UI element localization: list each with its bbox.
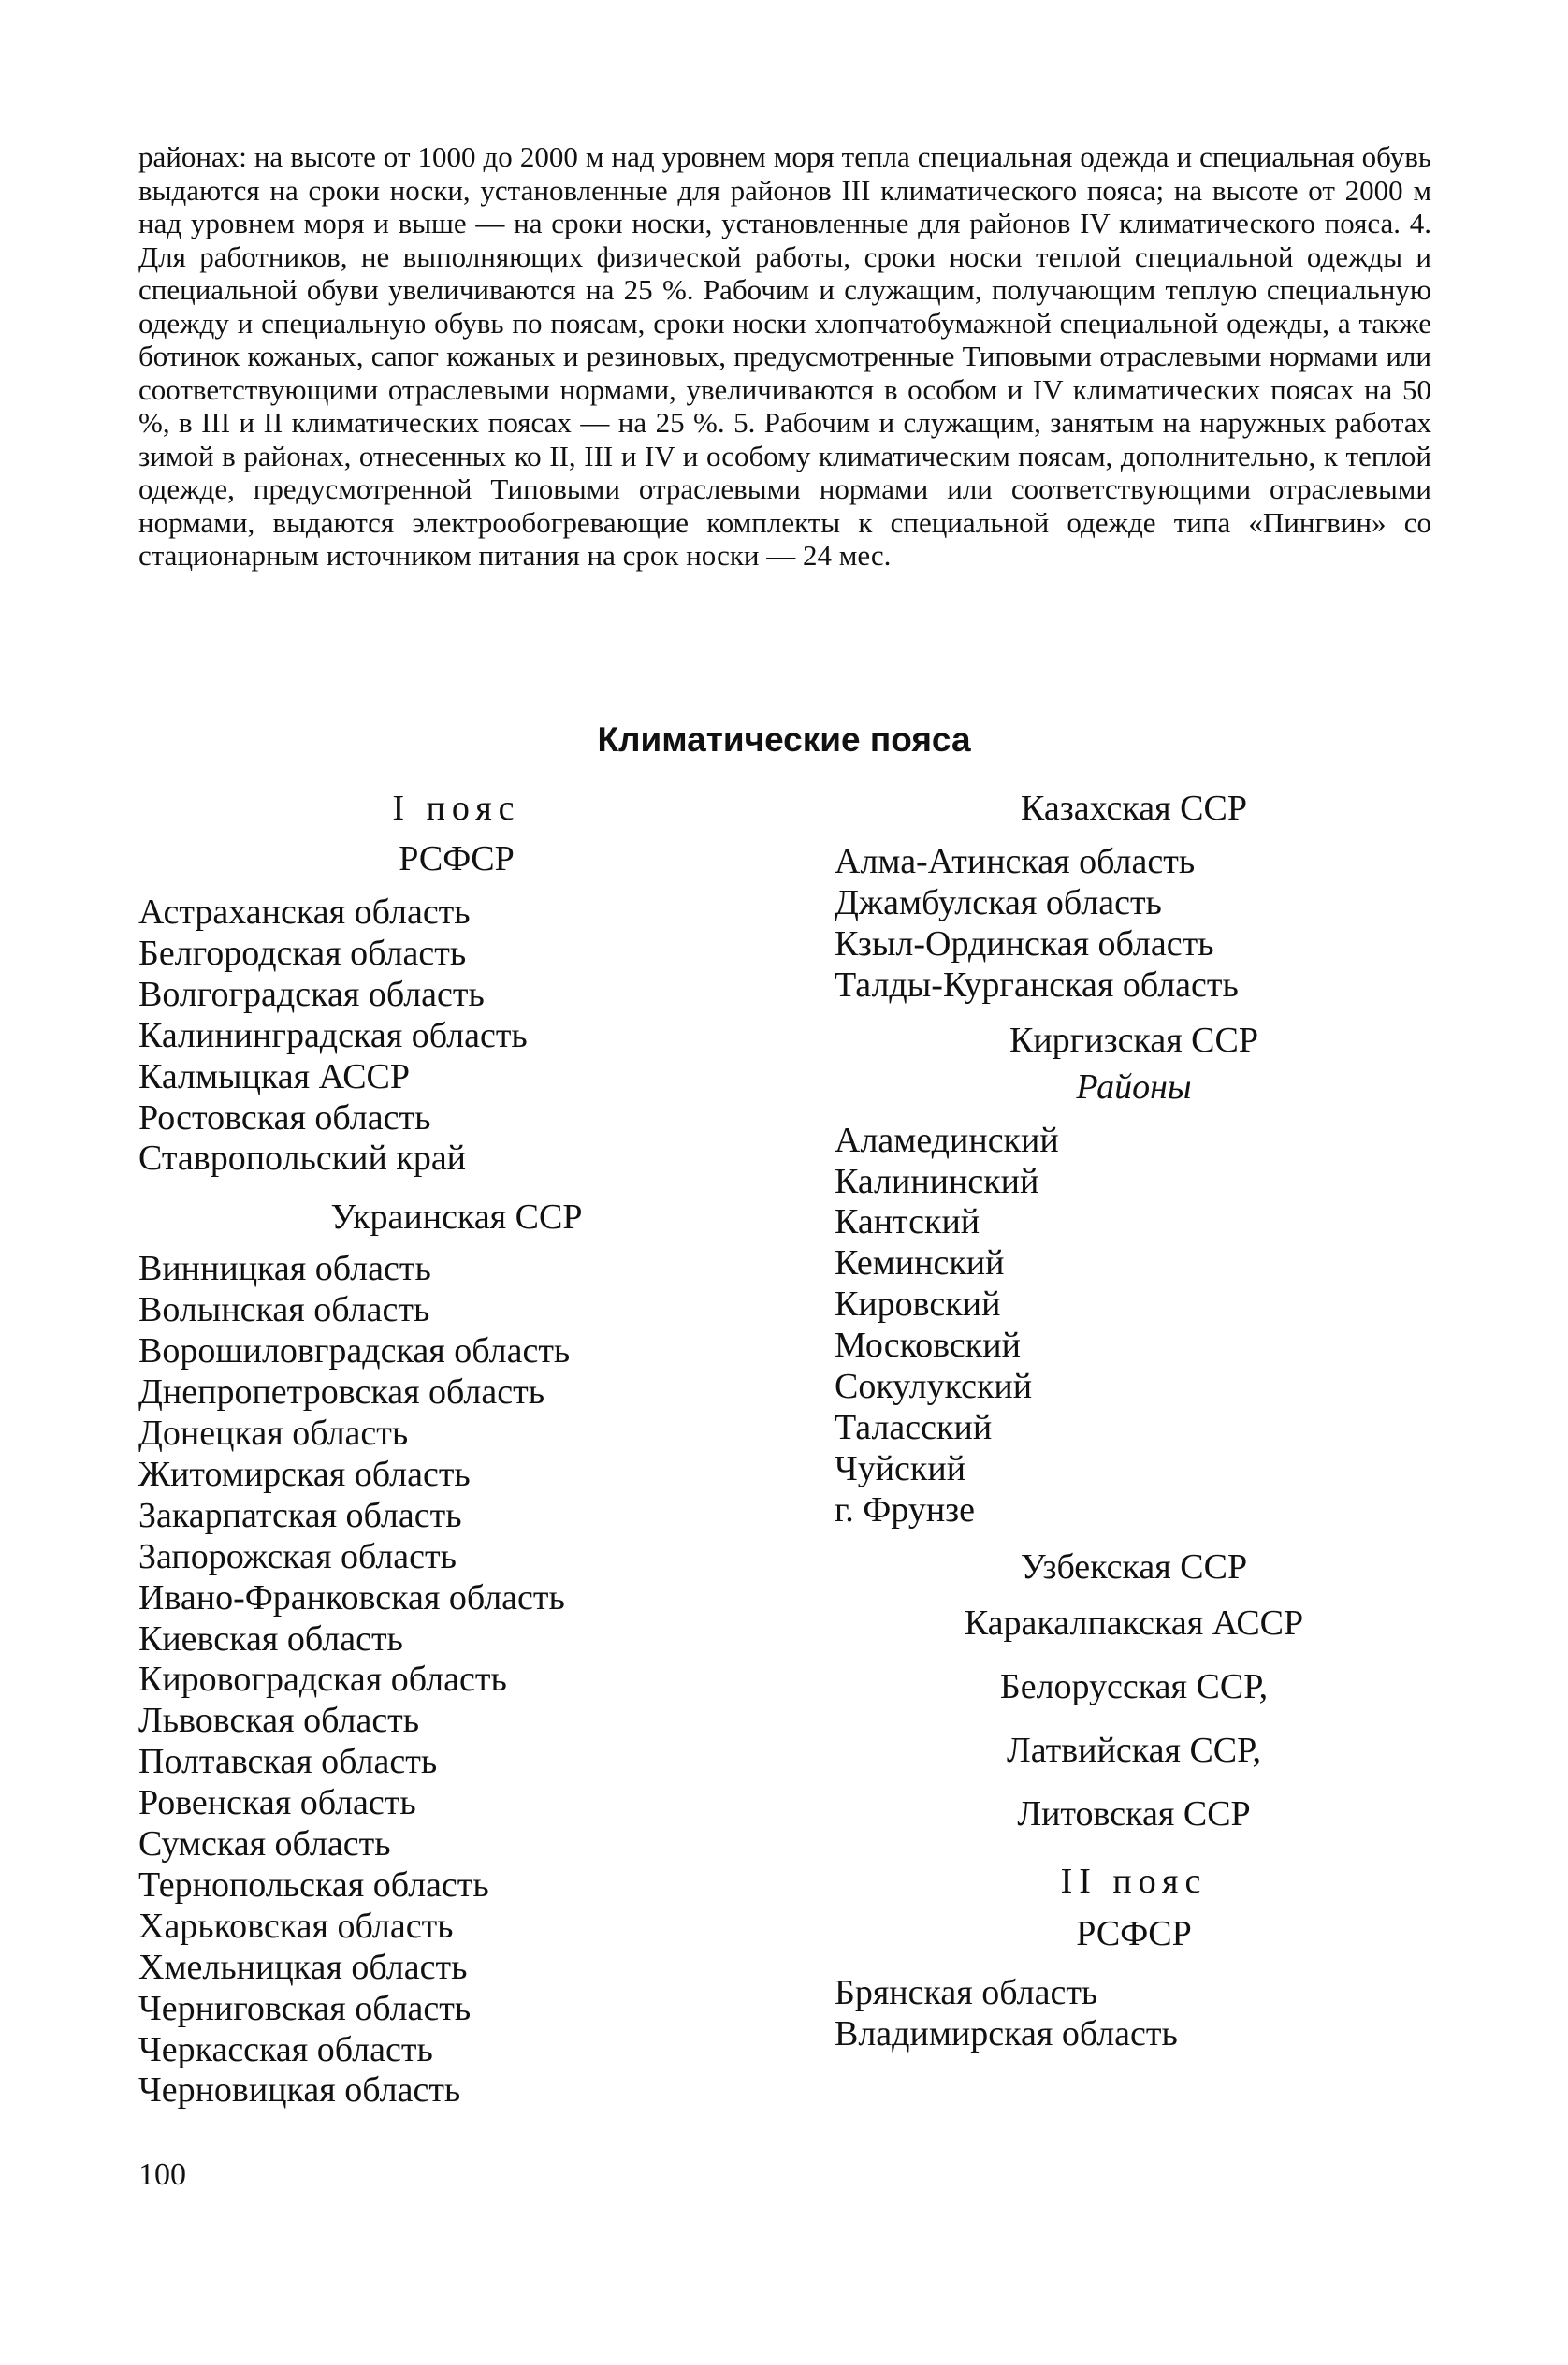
list-item: Черкасская область bbox=[138, 2029, 433, 2069]
ukraine-title: Украинская ССР bbox=[330, 1197, 583, 1238]
karakalpak-title: Каракалпакская АССР bbox=[964, 1603, 1304, 1643]
list-item: Калининский bbox=[835, 1161, 1039, 1201]
list-item: Ростовская область bbox=[138, 1097, 431, 1138]
list-item: Алма-Атинская область bbox=[835, 842, 1196, 881]
kazakh-list bbox=[835, 842, 1433, 1007]
list-item: Львовская область bbox=[138, 1701, 420, 1741]
list-item: Калининградская область bbox=[138, 1015, 528, 1055]
list-item: Ворошиловградская область bbox=[138, 1331, 571, 1371]
list-item: Джамбулская область bbox=[835, 882, 1162, 922]
list-item: Сокулукский bbox=[835, 1367, 1033, 1407]
list-item: Хмельницкая область bbox=[138, 1947, 468, 1987]
kazakh-title: Казахская ССР bbox=[1021, 789, 1247, 828]
list-item: г. Фрунзе bbox=[835, 1489, 976, 1530]
lithuania-title: Литовская ССР bbox=[1017, 1793, 1251, 1834]
list-item: Калмыцкая АССР bbox=[138, 1056, 411, 1096]
kyrgyz-list bbox=[835, 1121, 1433, 1531]
left-column bbox=[138, 788, 775, 2111]
list-item: Ставропольский край bbox=[138, 1139, 467, 1179]
list-item: Кеминский bbox=[835, 1243, 1005, 1284]
list-item: Таласский bbox=[835, 1407, 993, 1447]
belt-2-rsfsr-title: РСФСР bbox=[1076, 1913, 1192, 1953]
page-number: 100 bbox=[138, 2157, 186, 2192]
list-item: Тернопольская область bbox=[138, 1864, 489, 1905]
belt-2-title: II пояс bbox=[1060, 1861, 1208, 1901]
list-item: Белгородская область bbox=[138, 933, 467, 973]
list-item: Черновицкая область bbox=[138, 2070, 461, 2111]
list-item: Владимирская область bbox=[835, 2013, 1178, 2053]
list-item: Полтавская область bbox=[138, 1742, 438, 1782]
list-item: Чуйский bbox=[835, 1448, 966, 1488]
list-item: Запорожская область bbox=[138, 1536, 457, 1576]
intro-paragraph: районах: на высоте от 1000 до 2000 м над уровнем моря тепла специальная одежда и специальная обувь выдаются на сроки носки, установленные для районов III климатического пояса; на высоте от 2000 м над уровнем моря и выше — на сроки носки, установленные для районов IV климатического пояса. 4. Для работников, не выполняющих физической работы, сроки носки теплой специальной одежды и специальной обуви увеличиваются на 25 %. Рабочим и служащим, получающим теплую специальную одежду и специальную обувь по поясам, сроки носки хлопчатобумажной специальной одежды, а также ботинок кожаных, сапог кожаных и резиновых, предусмотренные Типовыми отраслевыми нормами или соответствующими отраслевыми нормами, увеличиваются в особом и IV климатических поясах на 50 %, в III и II климатических поясах — на 25 %. 5. Рабочим и служащим, занятым на наружных работах зимой в районах, отнесенных ко II, III и IV и особому климатическим поясам, дополнительно, к теплой одежде, предусмотренной Типовыми отраслевыми нормами или соответствующими отраслевыми нормами, выдаются электрообогревающие комплекты к специальной одежде типа «Пингвин» со стационарным источником питания на срок носки — 24 мес. bbox=[138, 140, 1431, 572]
belt-1-title: I пояс bbox=[392, 789, 521, 828]
ukraine-list bbox=[138, 1249, 775, 2111]
kyrgyz-title: Киргизская ССР bbox=[1009, 1020, 1259, 1060]
list-item: Кзыл-Ординская область bbox=[835, 923, 1214, 964]
list-item: Днепропетровская область bbox=[138, 1372, 545, 1413]
list-item: Житомирская область bbox=[138, 1454, 471, 1494]
list-item: Волгоградская область bbox=[138, 974, 485, 1014]
list-item: Черниговская область bbox=[138, 1988, 472, 2028]
list-item: Талды-Курганская область bbox=[835, 965, 1239, 1005]
rsfsr-list bbox=[138, 892, 775, 1180]
section-heading: Климатические пояса bbox=[597, 720, 971, 759]
list-item: Харьковская область bbox=[138, 1906, 454, 1946]
right-column bbox=[835, 788, 1433, 2055]
rsfsr-title: РСФСР bbox=[399, 839, 515, 878]
latvia-title: Латвийская ССР, bbox=[1006, 1730, 1262, 1770]
list-item: Волынская область bbox=[138, 1290, 430, 1330]
list-item: Ивано-Франковская область bbox=[138, 1577, 565, 1618]
list-item: Винницкая область bbox=[138, 1249, 431, 1289]
list-item: Брянская область bbox=[835, 1972, 1098, 2012]
list-item: Кантский bbox=[835, 1202, 980, 1242]
districts-label: Районы bbox=[1076, 1066, 1192, 1107]
belt-2-rsfsr-list bbox=[835, 1973, 1433, 2055]
list-item: Донецкая область bbox=[138, 1413, 409, 1453]
list-item: Московский bbox=[835, 1326, 1021, 1366]
belarus-title: Белорусская ССР, bbox=[999, 1666, 1269, 1706]
uzbek-title: Узбекская ССР bbox=[1020, 1546, 1248, 1587]
list-item: Сумская область bbox=[138, 1824, 391, 1864]
list-item: Астраханская область bbox=[138, 892, 471, 932]
list-item: Кировский bbox=[835, 1284, 1001, 1325]
list-item: Киевская область bbox=[138, 1618, 403, 1659]
list-item: Закарпатская область bbox=[138, 1495, 462, 1535]
list-item: Ровенская область bbox=[138, 1783, 416, 1823]
list-item: Аламединский bbox=[835, 1120, 1059, 1160]
list-item: Кировоградская область bbox=[138, 1660, 507, 1700]
